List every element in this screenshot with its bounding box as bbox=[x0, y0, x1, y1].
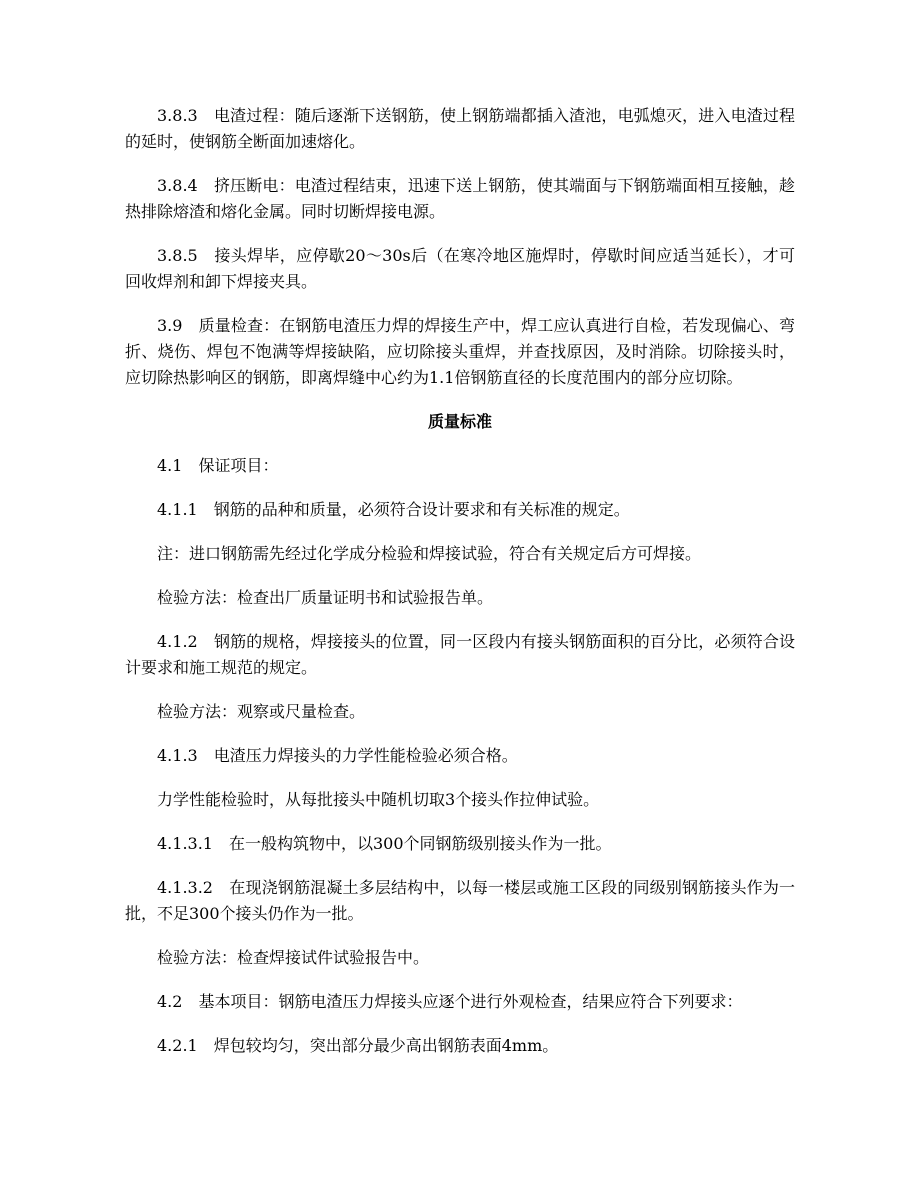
paragraph-3-9: 3.9 质量检查：在钢筋电渣压力焊的焊接生产中，焊工应认真进行自检，若发现偏心、弯折、烧伤、焊包不饱满等焊接缺陷，应切除接头重焊，并查找原因，及时消除。切除接头时，应切除热影响区的钢筋，即离焊缝中心约为1.1倍钢筋直径的长度范围内的部分应切除。 bbox=[125, 316, 795, 387]
paragraph-4-1-2: 4.1.2 钢筋的规格，焊接接头的位置，同一区段内有接头钢筋面积的百分比，必须符合设计要求和施工规范的规定。 bbox=[125, 632, 795, 677]
paragraph-note: 注：进口钢筋需先经过化学成分检验和焊接试验，符合有关规定后方可焊接。 bbox=[157, 544, 702, 563]
paragraph-inspection-method-3: 检验方法：检查焊接试件试验报告中。 bbox=[157, 948, 430, 967]
paragraph-inspection-method-2: 检验方法：观察或尺量检查。 bbox=[157, 702, 366, 721]
paragraph-inspection-method-1: 检验方法：检查出厂质量证明书和试验报告单。 bbox=[157, 588, 494, 607]
paragraph-4-2-1: 4.2.1 焊包较均匀，突出部分最少高出钢筋表面4mm。 bbox=[157, 1036, 559, 1055]
section-title-quality-standard: 质量标准 bbox=[427, 412, 492, 431]
paragraph-3-8-4: 3.8.4 挤压断电：电渣过程结束，迅速下送上钢筋，使其端面与下钢筋端面相互接触，趁热排除熔渣和熔化金属。同时切断焊接电源。 bbox=[125, 176, 795, 221]
paragraph-4-1-3-1: 4.1.3.1 在一般构筑物中，以300个同钢筋级别接头作为一批。 bbox=[157, 834, 612, 853]
paragraph-4-1-3: 4.1.3 电渣压力焊接头的力学性能检验必须合格。 bbox=[157, 746, 518, 765]
paragraph-3-8-5: 3.8.5 接头焊毕，应停歇20～30s后（在寒冷地区施焊时，停歇时间应适当延长），才可回收焊剂和卸下焊接夹具。 bbox=[125, 246, 795, 291]
paragraph-3-8-3: 3.8.3 电渣过程：随后逐渐下送钢筋，使上钢筋端都插入渣池，电弧熄灭，进入电渣过程的延时，使钢筋全断面加速熔化。 bbox=[125, 106, 795, 151]
document-body bbox=[125, 103, 795, 1077]
paragraph-4-1-3-2: 4.1.3.2 在现浇钢筋混凝土多层结构中，以每一楼层或施工区段的同级别钢筋接头作为一批，不足300个接头仍作为一批。 bbox=[125, 878, 795, 923]
paragraph-4-2: 4.2 基本项目：钢筋电渣压力焊接头应逐个进行外观检查，结果应符合下列要求： bbox=[157, 992, 743, 1011]
paragraph-mechanical-test: 力学性能检验时，从每批接头中随机切取3个接头作拉伸试验。 bbox=[157, 790, 600, 809]
paragraph-4-1-1: 4.1.1 钢筋的品种和质量，必须符合设计要求和有关标准的规定。 bbox=[157, 500, 630, 519]
paragraph-4-1: 4.1 保证项目： bbox=[157, 456, 279, 475]
